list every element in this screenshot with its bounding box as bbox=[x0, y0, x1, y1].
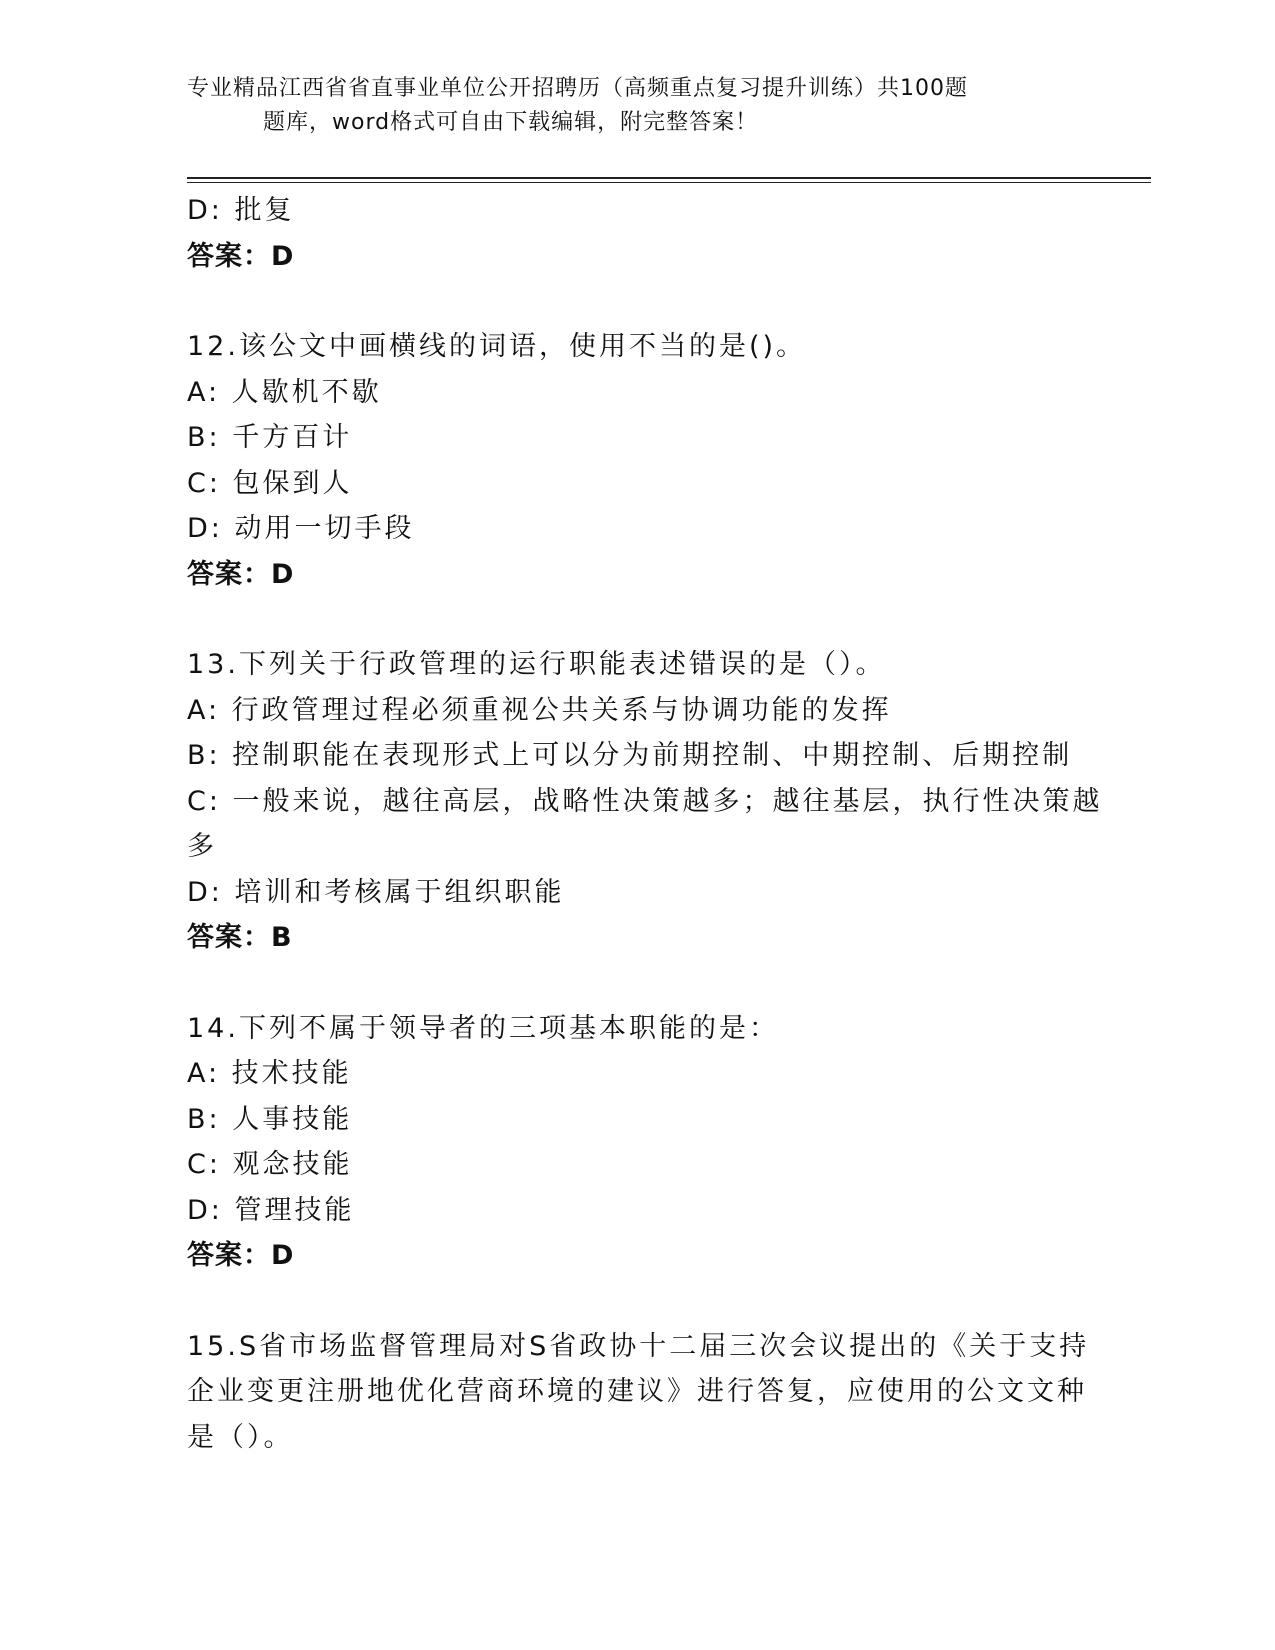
option-a: A: 人歇机不歇 bbox=[187, 376, 382, 408]
option-c: C: 观念技能 bbox=[187, 1149, 353, 1180]
question-block-15 bbox=[187, 1324, 1090, 1461]
question-text-line-1: 15.S省市场监督管理局对S省政协十二届三次会议提出的《关于支持 bbox=[187, 1330, 1090, 1362]
option-b: B: 人事技能 bbox=[187, 1103, 353, 1135]
question-block-13 bbox=[187, 642, 1103, 961]
question-text: 14.下列不属于领导者的三项基本职能的是： bbox=[187, 1012, 779, 1044]
question-text: 12.该公文中画横线的词语，使用不当的是()。 bbox=[187, 331, 807, 362]
header-divider-thin bbox=[187, 182, 1151, 183]
answer: 答案：B bbox=[187, 922, 293, 953]
question-block-14 bbox=[187, 1006, 1087, 1279]
option-b: B: 控制职能在表现形式上可以分为前期控制、中期控制、后期控制 bbox=[187, 740, 1073, 771]
option-d: D: 批复 bbox=[187, 195, 295, 226]
option-b: B: 千方百计 bbox=[187, 422, 353, 453]
header-line-1: 专业精品江西省省直事业单位公开招聘历（高频重点复习提升训练）共100题 bbox=[187, 76, 968, 101]
question-text: 13.下列关于行政管理的运行职能表述错误的是（）。 bbox=[187, 649, 886, 680]
option-c-continued: 多 bbox=[187, 831, 217, 862]
answer: 答案：D bbox=[187, 240, 295, 272]
answer: 答案：D bbox=[187, 1240, 295, 1271]
question-list bbox=[187, 188, 1103, 1460]
header-line-2: 题库，word格式可自由下载编辑，附完整答案！ bbox=[263, 110, 759, 135]
answer: 答案：D bbox=[187, 558, 295, 590]
option-d: D: 管理技能 bbox=[187, 1194, 355, 1226]
question-block-12 bbox=[187, 324, 1087, 597]
question-text-line-3: 是（）。 bbox=[187, 1421, 294, 1453]
question-text-line-2: 企业变更注册地优化营商环境的建议》进行答复，应使用的公文文种 bbox=[187, 1376, 1087, 1407]
option-a: A: 技术技能 bbox=[187, 1058, 352, 1089]
header-divider-thick bbox=[187, 177, 1151, 179]
option-c: C: 包保到人 bbox=[187, 467, 353, 499]
option-d: D: 动用一切手段 bbox=[187, 513, 415, 544]
option-d: D: 培训和考核属于组织职能 bbox=[187, 876, 565, 908]
option-a: A: 行政管理过程必须重视公共关系与协调功能的发挥 bbox=[187, 694, 892, 726]
option-c: C: 一般来说，越往高层，战略性决策越多；越往基层，执行性决策越 bbox=[187, 785, 1103, 817]
document-header bbox=[187, 72, 1067, 140]
